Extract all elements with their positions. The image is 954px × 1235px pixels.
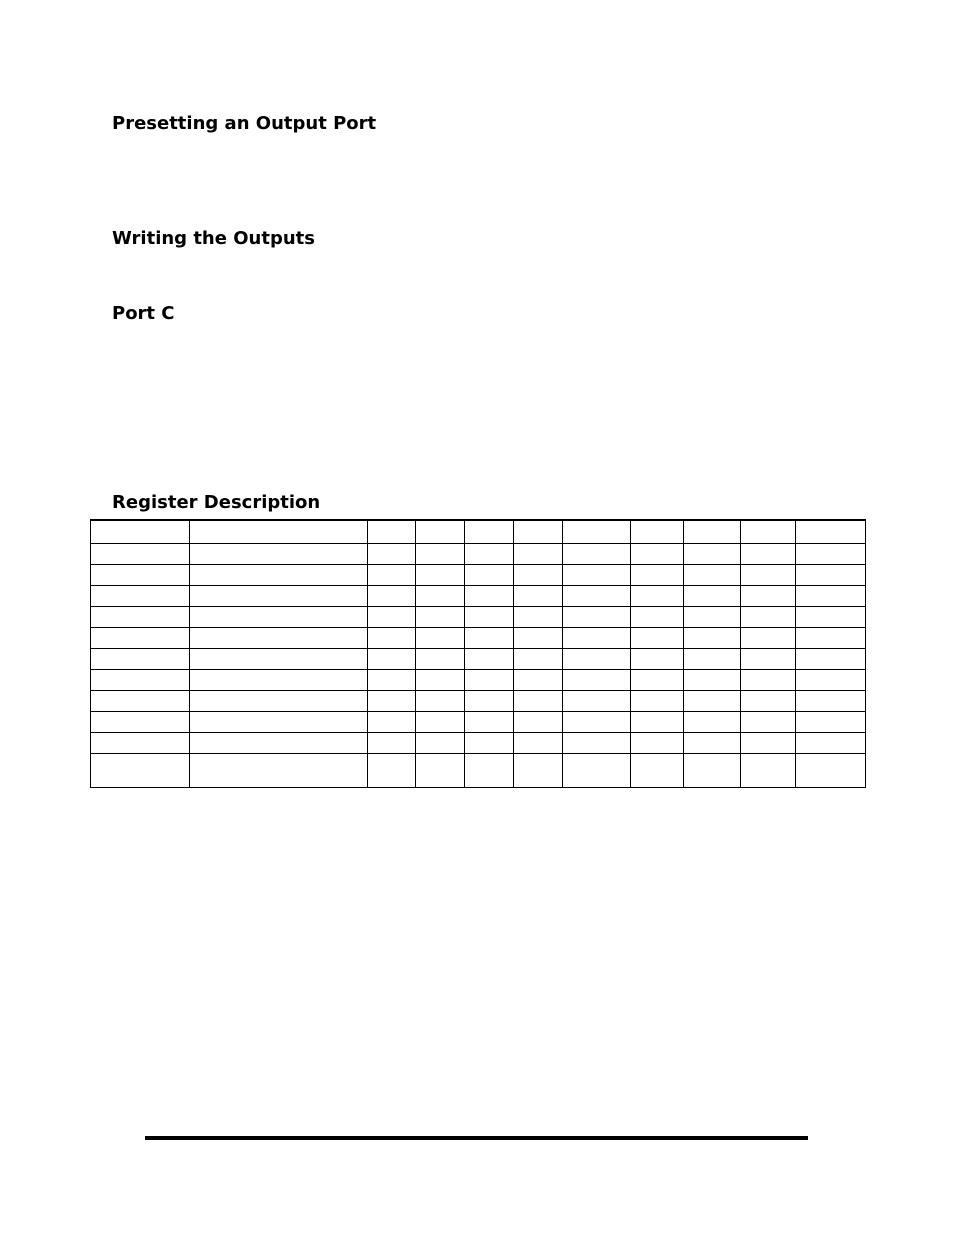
- table-cell: [631, 628, 684, 649]
- table-cell: [631, 691, 684, 712]
- table-cell: [684, 691, 741, 712]
- table-cell: [514, 520, 563, 544]
- table-cell: [563, 586, 631, 607]
- table-cell: [465, 670, 514, 691]
- table-row: [91, 544, 866, 565]
- table-cell: [465, 754, 514, 788]
- table-cell: [631, 586, 684, 607]
- table-cell: [190, 670, 368, 691]
- table-cell: [563, 520, 631, 544]
- table-cell: [684, 628, 741, 649]
- table-cell: [514, 607, 563, 628]
- table-cell: [416, 586, 465, 607]
- table-cell: [631, 649, 684, 670]
- table-cell: [684, 607, 741, 628]
- table-cell: [563, 670, 631, 691]
- table-cell: [190, 544, 368, 565]
- table-cell: [91, 754, 190, 788]
- table-cell: [741, 712, 796, 733]
- table-cell: [465, 607, 514, 628]
- table-cell: [91, 649, 190, 670]
- table-cell: [368, 520, 416, 544]
- table-cell: [514, 733, 563, 754]
- table-cell: [514, 628, 563, 649]
- table-cell: [684, 586, 741, 607]
- table-cell: [563, 607, 631, 628]
- table-cell: [368, 712, 416, 733]
- table-cell: [631, 712, 684, 733]
- table-cell: [190, 586, 368, 607]
- table-cell: [416, 607, 465, 628]
- table-cell: [465, 649, 514, 670]
- table-cell: [741, 607, 796, 628]
- table-cell: [796, 649, 866, 670]
- table-cell: [631, 520, 684, 544]
- table-cell: [563, 565, 631, 586]
- table-cell: [91, 691, 190, 712]
- table-cell: [368, 691, 416, 712]
- table-cell: [91, 733, 190, 754]
- table-cell: [416, 544, 465, 565]
- table-cell: [684, 565, 741, 586]
- table-row: [91, 712, 866, 733]
- table-row: [91, 691, 866, 712]
- table-cell: [368, 670, 416, 691]
- section-heading-register-description: Register Description: [112, 492, 321, 513]
- table-cell: [514, 544, 563, 565]
- table-cell: [416, 628, 465, 649]
- table-cell: [741, 754, 796, 788]
- table-cell: [514, 670, 563, 691]
- table-cell: [741, 586, 796, 607]
- table-cell: [796, 544, 866, 565]
- table-cell: [91, 544, 190, 565]
- section-heading-port-c: Port C: [112, 303, 175, 324]
- table-cell: [465, 586, 514, 607]
- table-cell: [796, 712, 866, 733]
- table-cell: [416, 670, 465, 691]
- table-cell: [741, 670, 796, 691]
- table-cell: [368, 544, 416, 565]
- table-cell: [684, 520, 741, 544]
- table-row: [91, 628, 866, 649]
- section-heading-presetting-output-port: Presetting an Output Port: [112, 113, 377, 134]
- table-cell: [416, 649, 465, 670]
- table-cell: [514, 586, 563, 607]
- table-cell: [190, 565, 368, 586]
- table-cell: [416, 754, 465, 788]
- table-cell: [514, 754, 563, 788]
- table-cell: [190, 628, 368, 649]
- table-cell: [514, 691, 563, 712]
- table-cell: [91, 628, 190, 649]
- table-cell: [741, 628, 796, 649]
- table-cell: [190, 607, 368, 628]
- table-cell: [368, 754, 416, 788]
- table-cell: [631, 733, 684, 754]
- table-cell: [796, 670, 866, 691]
- table-cell: [796, 628, 866, 649]
- table-cell: [796, 733, 866, 754]
- table-cell: [796, 607, 866, 628]
- table-cell: [563, 691, 631, 712]
- table-row: [91, 754, 866, 788]
- table-cell: [684, 670, 741, 691]
- table-cell: [684, 733, 741, 754]
- table-row: [91, 670, 866, 691]
- table-cell: [465, 733, 514, 754]
- table-cell: [684, 754, 741, 788]
- table-cell: [91, 607, 190, 628]
- section-heading-writing-outputs: Writing the Outputs: [112, 228, 315, 249]
- footer-rule: [145, 1136, 808, 1140]
- table-cell: [796, 754, 866, 788]
- table-cell: [368, 649, 416, 670]
- table-cell: [631, 607, 684, 628]
- table-cell: [416, 733, 465, 754]
- table-cell: [368, 565, 416, 586]
- table-cell: [416, 520, 465, 544]
- table-cell: [190, 691, 368, 712]
- table-cell: [563, 733, 631, 754]
- table-cell: [741, 565, 796, 586]
- table-cell: [514, 649, 563, 670]
- table-cell: [563, 544, 631, 565]
- table-row: [91, 565, 866, 586]
- table-row: [91, 520, 866, 544]
- table-cell: [190, 733, 368, 754]
- table-cell: [368, 628, 416, 649]
- table-cell: [190, 712, 368, 733]
- table-row: [91, 607, 866, 628]
- table-cell: [563, 649, 631, 670]
- table-cell: [514, 712, 563, 733]
- table-cell: [631, 754, 684, 788]
- table-row: [91, 586, 866, 607]
- table-cell: [465, 628, 514, 649]
- table-cell: [416, 691, 465, 712]
- table-cell: [741, 520, 796, 544]
- table-cell: [190, 754, 368, 788]
- table-cell: [741, 544, 796, 565]
- table-cell: [563, 712, 631, 733]
- table-cell: [465, 691, 514, 712]
- table-cell: [416, 712, 465, 733]
- table-cell: [465, 520, 514, 544]
- table-cell: [631, 565, 684, 586]
- table-row: [91, 649, 866, 670]
- table-cell: [416, 565, 465, 586]
- table-cell: [91, 520, 190, 544]
- table-cell: [91, 565, 190, 586]
- table-cell: [631, 670, 684, 691]
- table-cell: [91, 712, 190, 733]
- table-cell: [684, 712, 741, 733]
- table-cell: [465, 565, 514, 586]
- table-cell: [796, 586, 866, 607]
- table-cell: [796, 691, 866, 712]
- table-cell: [796, 520, 866, 544]
- table-cell: [368, 733, 416, 754]
- table-cell: [514, 565, 563, 586]
- table-cell: [91, 586, 190, 607]
- table-cell: [684, 649, 741, 670]
- table-cell: [91, 670, 190, 691]
- table-cell: [741, 649, 796, 670]
- table-cell: [465, 544, 514, 565]
- table-cell: [368, 607, 416, 628]
- table-cell: [190, 649, 368, 670]
- table-cell: [563, 628, 631, 649]
- table-cell: [631, 544, 684, 565]
- table-cell: [796, 565, 866, 586]
- table-cell: [368, 586, 416, 607]
- table-cell: [190, 520, 368, 544]
- table-cell: [684, 544, 741, 565]
- table-cell: [741, 691, 796, 712]
- table-cell: [465, 712, 514, 733]
- table-row: [91, 733, 866, 754]
- register-description-table: [90, 519, 866, 788]
- table-cell: [563, 754, 631, 788]
- table-cell: [741, 733, 796, 754]
